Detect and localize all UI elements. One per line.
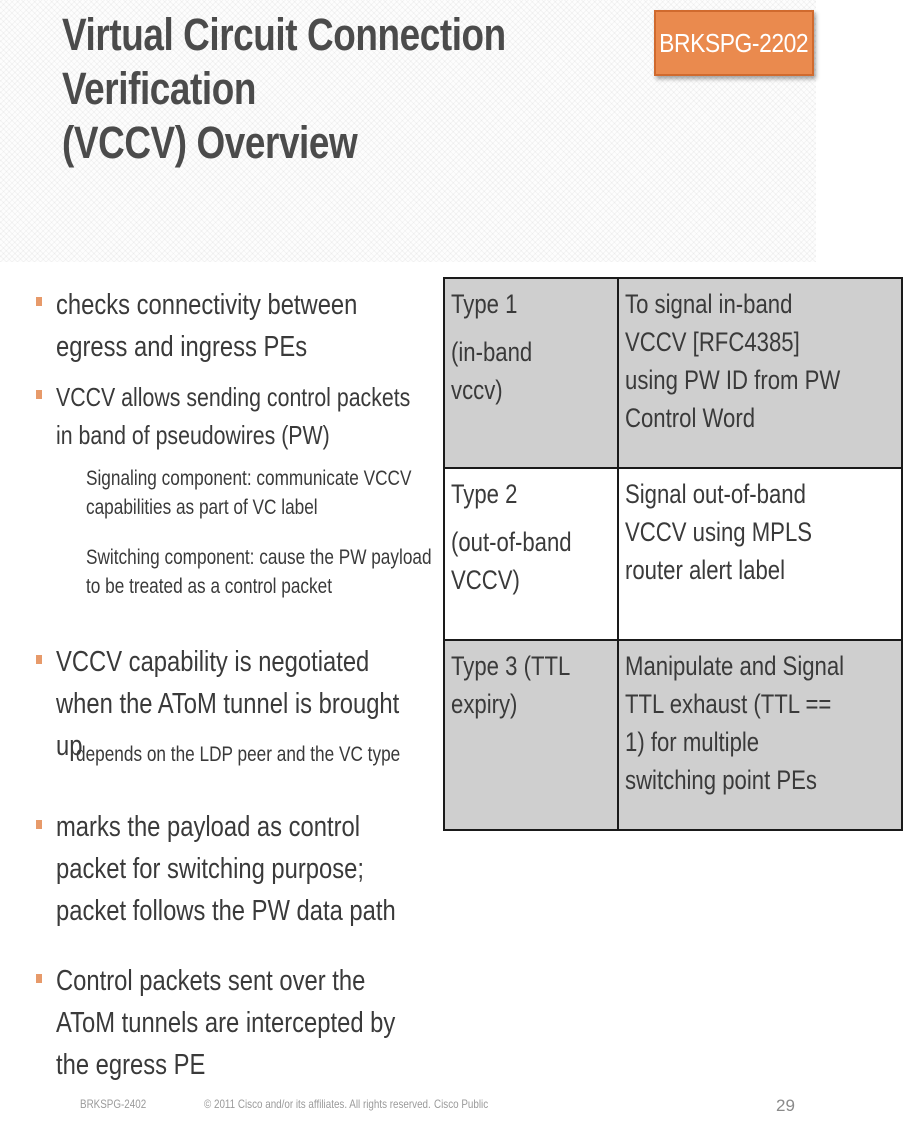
page-number: 29 [776,1096,795,1115]
bullet-text: checks connectivity between egress and ingress PEs [56,289,358,363]
sub-bullet-text: Signaling component: communicate VCCV capabilities as part of VC label [86,467,412,519]
bullet-text: marks the payload as control packet for switching purpose; packet follows the PW data path [56,811,396,927]
session-badge-label: BRKSPG-2202 [659,27,809,58]
table-cell-description [618,278,902,468]
type-description: Signal out-of-band VCCV using MPLS router alert label [625,479,813,585]
bullet-marker [36,390,42,399]
table-cell-type [444,278,618,468]
footer-session: BRKSPG-2402 [80,1097,147,1111]
type-label: Type 3 (TTL expiry) [451,651,570,719]
bullet-marker [36,655,42,664]
slide-title [62,8,652,170]
footer-classification: Cisco Public [434,1097,489,1111]
table-row [444,278,902,468]
slide-title-line-2: (VCCV) Overview [62,117,358,168]
type-sublabel: (in-band vccv) [451,337,533,405]
bullet-text: VCCV capability is negotiated when the AToM tunnel is brought up [56,646,400,762]
table-row [444,640,902,830]
table-cell-type [444,640,618,830]
vccv-types-table [443,277,903,831]
type-label: Type 1 [451,289,518,319]
type-description: Manipulate and Signal TTL exhaust (TTL == 1) for multiple switching point PEs [625,651,845,795]
session-badge [654,10,814,76]
table-row [444,468,902,640]
table-cell-description [618,640,902,830]
bullet-marker [36,820,42,829]
bullet-text: Control packets sent over the AToM tunnels are intercepted by the egress PE [56,965,396,1081]
type-label: Type 2 [451,479,518,509]
bullet-text: VCCV allows sending control packets in band of pseudowires (PW) [56,382,411,450]
type-description: To signal in-band VCCV [RFC4385] using PW ID from PW Control Word [625,289,841,433]
sub-bullet-text: Switching component: cause the PW payload to be treated as a control packet [86,546,432,598]
slide-title-line-1: Virtual Circuit Connection Verification [62,9,506,114]
bullet-marker [36,974,42,983]
footer-copyright: © 2011 Cisco and/or its affiliates. All rights reserved. [204,1097,431,1111]
table-cell-type [444,468,618,640]
type-sublabel: (out-of-band VCCV) [451,527,572,595]
table-cell-description [618,468,902,640]
bullet-marker [36,297,42,306]
sub-bullet-text: depends on the LDP peer and the VC type [76,743,401,766]
